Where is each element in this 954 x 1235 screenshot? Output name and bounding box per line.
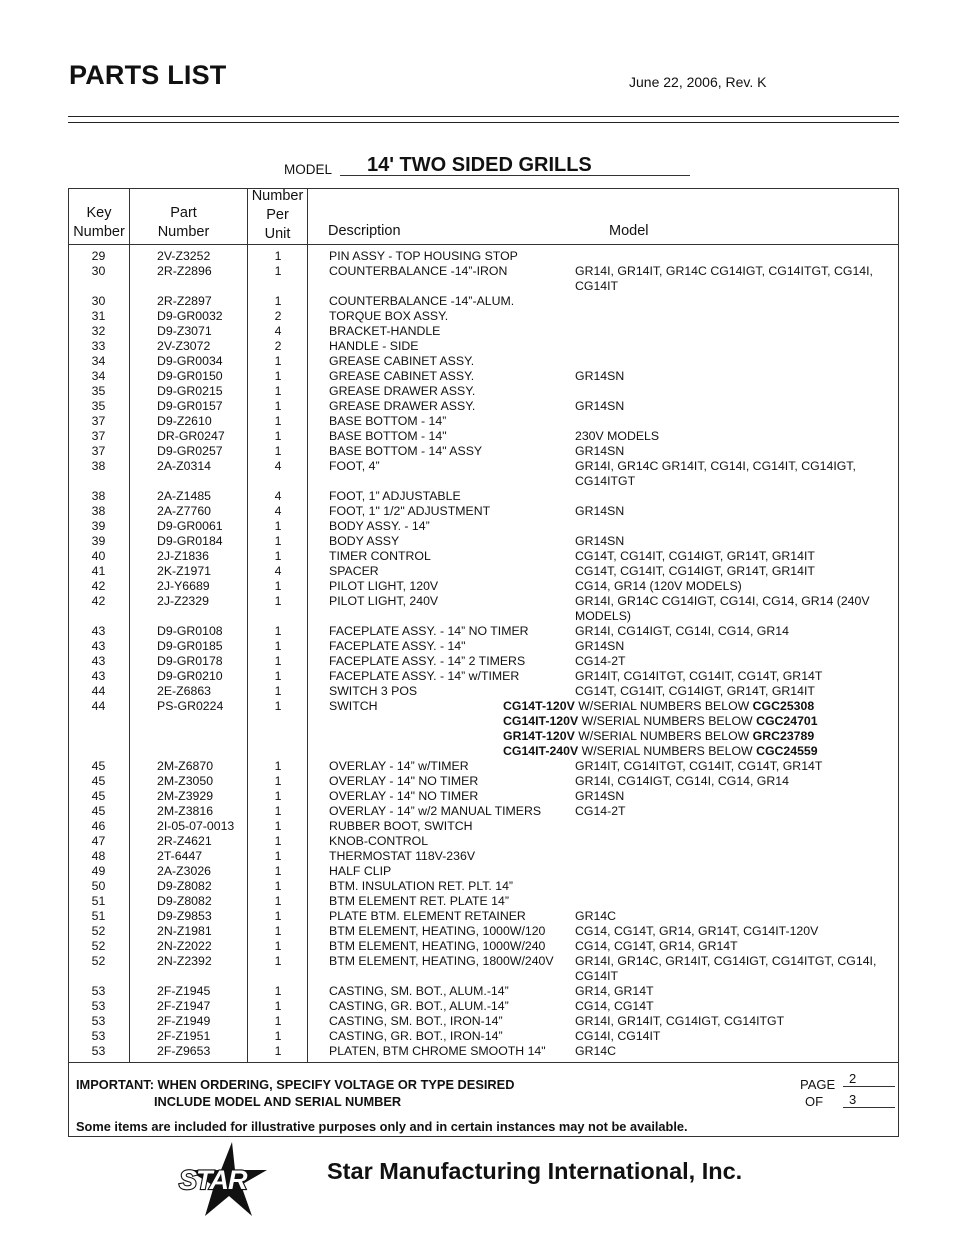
header-key-number: Key Number [73,205,125,240]
table-row [68,249,899,264]
quantity: 1 [274,579,282,593]
description: BTM ELEMENT, HEATING, 1000W/240 [329,939,546,953]
part-number: D9-GR0185 [157,639,223,653]
key-number: 52 [91,939,106,953]
important-notice: IMPORTANT: WHEN ORDERING, SPECIFY VOLTAGE OR TYPE DESIRED [76,1077,515,1092]
part-number: 2E-Z6863 [157,684,212,698]
part-number: 2A-Z1485 [157,489,212,503]
key-number: 51 [91,909,106,923]
part-number: D9-GR0210 [157,669,223,683]
model-list: CG14, GR14 (120V MODELS) [575,579,742,593]
key-number: 45 [91,804,106,818]
table-row [68,834,899,849]
table-row [68,879,899,894]
table-row [68,909,899,924]
table-row [68,699,899,714]
description: KNOB-CONTROL [329,834,429,848]
table-row [68,639,899,654]
quantity: 1 [274,894,282,908]
quantity: 4 [274,504,282,518]
description: CASTING, GR. BOT., ALUM.-14” [329,999,509,1013]
description: FOOT, 1" 1/2" ADJUSTMENT [329,504,491,518]
key-number: 30 [91,264,106,278]
quantity: 4 [274,324,282,338]
key-number: 43 [91,624,106,638]
key-number: 37 [91,444,106,458]
table-row [68,669,899,684]
description: FACEPLATE ASSY. - 14” w/TIMER [329,669,520,683]
model-list: CG14-2T [575,804,626,818]
description: TORQUE BOX ASSY. [329,309,449,323]
part-number: D9-Z8082 [157,894,212,908]
model-name: 14' TWO SIDED GRILLS [367,154,592,176]
quantity: 1 [274,759,282,773]
description: GREASE CABINET ASSY. [329,354,475,368]
part-number: 2T-6447 [157,849,203,863]
part-number: 2N-Z1981 [157,924,212,938]
part-number: 2J-Z2329 [157,594,209,608]
table-row [68,324,899,339]
illustrative-note: Some items are included for illustrative purposes only and in certain instances may not be available. [76,1119,688,1134]
part-number: D9-GR0215 [157,384,223,398]
description: COUNTERBALANCE -14”-IRON [329,264,508,278]
part-number: D9-Z3071 [157,324,212,338]
description: OVERLAY - 14” w/TIMER [329,759,469,773]
key-number: 32 [91,324,106,338]
quantity: 1 [274,264,282,278]
table-row [68,549,899,564]
header-model: Model [609,223,649,239]
description: BASE BOTTOM - 14" [329,429,447,443]
description: PLATE BTM. ELEMENT RETAINER [329,909,526,923]
quantity: 1 [274,819,282,833]
quantity: 1 [274,624,282,638]
part-number: D9-Z8082 [157,879,212,893]
quantity: 1 [274,699,282,713]
table-row [68,774,899,789]
key-number: 33 [91,339,106,353]
key-number: 53 [91,999,106,1013]
description: RUBBER BOOT, SWITCH [329,819,473,833]
quantity: 1 [274,909,282,923]
quantity: 1 [274,429,282,443]
quantity: 4 [274,459,282,473]
part-number: 2V-Z3072 [157,339,211,353]
part-number: 2A-Z3026 [157,864,212,878]
description: FOOT, 4” [329,459,380,473]
key-number: 52 [91,924,106,938]
table-row [68,939,899,954]
key-number: 51 [91,894,106,908]
quantity: 1 [274,804,282,818]
table-row [68,684,899,699]
quantity: 1 [274,399,282,413]
model-list: CG14T, CG14IT, CG14IGT, GR14T, GR14IT [575,684,815,698]
table-row [68,309,899,324]
key-number: 41 [91,564,106,578]
part-number: 2M-Z3816 [157,804,214,818]
part-number: D9-GR0178 [157,654,223,668]
description: PIN ASSY - TOP HOUSING STOP [329,249,518,263]
revision-date: June 22, 2006, Rev. K [629,74,767,90]
table-row [68,414,899,429]
part-number: 2M-Z3050 [157,774,214,788]
quantity: 1 [274,549,282,563]
description: FACEPLATE ASSY. - 14” NO TIMER [329,624,529,638]
key-number: 42 [91,594,106,608]
page-label: PAGE [800,1077,836,1092]
part-number: D9-GR0032 [157,309,223,323]
quantity: 1 [274,444,282,458]
part-number: 2J-Y6689 [157,579,210,593]
table-row [68,369,899,384]
key-number: 42 [91,579,106,593]
key-number: 35 [91,399,106,413]
quantity: 1 [274,864,282,878]
table-row [68,759,899,774]
model-list: GR14SN [575,399,625,413]
model-list: GR14IT, CG14ITGT, CG14IT, CG14T, GR14T [575,759,823,773]
model-list: GR14IT, CG14ITGT, CG14IT, CG14T, GR14T [575,669,823,683]
part-number: 2N-Z2022 [157,939,212,953]
quantity: 1 [274,684,282,698]
part-number: D9-GR0034 [157,354,223,368]
description: FACEPLATE ASSY. - 14” 2 TIMERS [329,654,526,668]
star-logo [175,1140,270,1218]
table-row [68,864,899,879]
description: PLATEN, BTM CHROME SMOOTH 14" [329,1044,546,1058]
model-list: GR14, GR14T [575,984,654,998]
page-total: 3 [843,1092,895,1108]
header-divider [68,244,899,245]
part-number: D9-Z9853 [157,909,212,923]
part-number: 2J-Z1836 [157,549,209,563]
part-number: 2I-05-07-0013 [157,819,235,833]
quantity: 1 [274,1044,282,1058]
part-number: 2A-Z0314 [157,459,212,473]
description: GREASE DRAWER ASSY. [329,384,476,398]
quantity: 4 [274,489,282,503]
table-row [68,459,899,489]
table-row [68,504,899,519]
header-rule [68,122,899,123]
key-number: 38 [91,504,106,518]
key-number: 53 [91,984,106,998]
model-list: GR14SN [575,444,625,458]
model-label: MODEL [284,162,333,177]
model-list: GR14I, CG14IGT, CG14I, CG14, GR14 [575,774,789,788]
part-number: PS-GR0224 [157,699,224,713]
quantity: 1 [274,414,282,428]
model-list: CG14-2T [575,654,626,668]
part-number: 2F-Z1945 [157,984,211,998]
description: HANDLE - SIDE [329,339,419,353]
quantity: 1 [274,879,282,893]
description: SWITCH [329,699,378,713]
quantity: 1 [274,639,282,653]
key-number: 46 [91,819,106,833]
table-row [68,444,899,459]
description: CASTING, SM. BOT., IRON-14” [329,1014,503,1028]
description: CASTING, SM. BOT., ALUM.-14” [329,984,509,998]
header-rule [68,116,899,117]
table-row [68,339,899,354]
description: FOOT, 1” ADJUSTABLE [329,489,461,503]
table-row [68,954,899,984]
description: BASE BOTTOM - 14” [329,414,447,428]
table-row [68,744,899,759]
quantity: 1 [274,534,282,548]
part-number: D9-GR0184 [157,534,223,548]
description: CASTING, GR. BOT., IRON-14” [329,1029,503,1043]
table-row [68,999,899,1014]
description: PILOT LIGHT, 240V [329,594,439,608]
part-number: DR-GR0247 [157,429,225,443]
model-list: GR14SN [575,504,625,518]
table-row [68,849,899,864]
key-number: 37 [91,414,106,428]
part-number: 2R-Z2896 [157,264,212,278]
quantity: 1 [274,849,282,863]
quantity: 1 [274,294,282,308]
quantity: 1 [274,924,282,938]
model-list: GR14I, GR14IT, CG14IGT, CG14ITGT [575,1014,785,1028]
parts-table-body [68,249,899,1059]
model-list: CG14T, CG14IT, CG14IGT, GR14T, GR14IT [575,549,815,563]
model-list: GR14I, GR14C CG14IGT, CG14I, CG14, GR14 (240V MODELS) [575,594,870,623]
part-number: D9-GR0061 [157,519,223,533]
quantity: 1 [274,594,282,608]
part-number: 2K-Z1971 [157,564,212,578]
part-number: 2F-Z9653 [157,1044,211,1058]
page-number: 2 [843,1071,895,1087]
part-number: 2F-Z1951 [157,1029,211,1043]
description: SPACER [329,564,379,578]
description: BTM ELEMENT, HEATING, 1000W/120 [329,924,546,938]
part-number: 2F-Z1949 [157,1014,211,1028]
key-number: 39 [91,519,106,533]
model-list: CG14, CG14T [575,999,654,1013]
quantity: 1 [274,1029,282,1043]
quantity: 1 [274,774,282,788]
quantity: 1 [274,834,282,848]
table-row [68,534,899,549]
model-list: GR14SN [575,369,625,383]
table-row [68,384,899,399]
key-number: 43 [91,639,106,653]
key-number: 48 [91,849,106,863]
table-row [68,1014,899,1029]
table-row [68,429,899,444]
key-number: 31 [91,309,106,323]
model-list: GR14I, GR14IT, GR14C CG14IGT, CG14ITGT, CG14I, CG14IT [575,264,873,293]
part-number: 2M-Z6870 [157,759,214,773]
quantity: 1 [274,354,282,368]
key-number: 39 [91,534,106,548]
description: GREASE CABINET ASSY. [329,369,475,383]
description: COUNTERBALANCE -14”-ALUM. [329,294,515,308]
model-list: GR14SN [575,639,625,653]
model-list: GR14I, GR14C GR14IT, CG14I, CG14IT, CG14IGT, CG14ITGT [575,459,856,488]
key-number: 35 [91,384,106,398]
description: OVERLAY - 14” w/2 MANUAL TIMERS [329,804,542,818]
key-number: 43 [91,669,106,683]
header-number-per-unit: Number Per Unit [251,188,304,242]
model-list: CG14, CG14T, GR14, GR14T [575,939,738,953]
model-list: GR14C [575,1044,617,1058]
model-list: GR14I, CG14IGT, CG14I, CG14, GR14 [575,624,789,638]
table-row [68,579,899,594]
description: BTM ELEMENT, HEATING, 1800W/240V [329,954,554,968]
description: BASE BOTTOM - 14" ASSY [329,444,483,458]
part-number: 2F-Z1947 [157,999,211,1013]
switch-serial-note: CG14IT-240V W/SERIAL NUMBERS BELOW CGC24559 [503,744,818,758]
table-row [68,264,899,294]
quantity: 1 [274,939,282,953]
quantity: 1 [274,519,282,533]
description: BTM ELEMENT RET. PLATE 14” [329,894,509,908]
header-part-number: Part Number [157,205,210,240]
description: BRACKET-HANDLE [329,324,441,338]
logo-text: STAR [179,1165,247,1195]
part-number: D9-GR0108 [157,624,223,638]
table-row [68,789,899,804]
quantity: 1 [274,384,282,398]
table-row [68,564,899,579]
key-number: 45 [91,789,106,803]
table-row [68,1029,899,1044]
quantity: 2 [274,339,282,353]
key-number: 44 [91,684,106,698]
page-title: PARTS LIST [69,60,227,90]
footer-divider [68,1062,899,1063]
description: FACEPLATE ASSY. - 14" [329,639,466,653]
part-number: 2M-Z3929 [157,789,214,803]
key-number: 34 [91,369,106,383]
key-number: 29 [91,249,106,263]
part-number: D9-GR0150 [157,369,223,383]
table-row [68,804,899,819]
description: BTM. INSULATION RET. PLT. 14” [329,879,514,893]
description: BODY ASSY. - 14” [329,519,430,533]
switch-serial-note: CG14IT-120V W/SERIAL NUMBERS BELOW CGC24701 [503,714,818,728]
table-row [68,714,899,729]
table-row [68,819,899,834]
header-description: Description [328,223,401,239]
table-row [68,654,899,669]
model-list: 230V MODELS [575,429,660,443]
table-row [68,489,899,504]
model-list: GR14SN [575,534,625,548]
key-number: 38 [91,489,106,503]
table-row [68,519,899,534]
key-number: 34 [91,354,106,368]
model-list: CG14T, CG14IT, CG14IGT, GR14T, GR14IT [575,564,815,578]
quantity: 1 [274,954,282,968]
quantity: 4 [274,564,282,578]
model-list: GR14SN [575,789,625,803]
switch-serial-note: CG14T-120V W/SERIAL NUMBERS BELOW CGC25308 [503,699,815,713]
model-list: GR14I, GR14C, GR14IT, CG14IGT, CG14ITGT, CG14I, CG14IT [575,954,877,983]
description: TIMER CONTROL [329,549,431,563]
table-row [68,399,899,414]
table-row [68,924,899,939]
quantity: 1 [274,789,282,803]
company-name: Star Manufacturing International, Inc. [327,1158,743,1184]
description: GREASE DRAWER ASSY. [329,399,476,413]
table-row [68,894,899,909]
key-number: 45 [91,774,106,788]
table-row [68,354,899,369]
quantity: 1 [274,984,282,998]
part-number: 2R-Z4621 [157,834,212,848]
part-number: D9-Z2610 [157,414,212,428]
quantity: 1 [274,654,282,668]
key-number: 37 [91,429,106,443]
key-number: 45 [91,759,106,773]
quantity: 2 [274,309,282,323]
quantity: 1 [274,1014,282,1028]
important-notice-line2: INCLUDE MODEL AND SERIAL NUMBER [154,1094,402,1109]
quantity: 1 [274,369,282,383]
table-row [68,624,899,639]
description: OVERLAY - 14" NO TIMER [329,774,479,788]
part-number: D9-GR0157 [157,399,223,413]
key-number: 47 [91,834,106,848]
description: THERMOSTAT 118V-236V [329,849,476,863]
switch-serial-note: GR14T-120V W/SERIAL NUMBERS BELOW GRC23789 [503,729,815,743]
key-number: 43 [91,654,106,668]
key-number: 53 [91,1044,106,1058]
key-number: 49 [91,864,106,878]
key-number: 40 [91,549,106,563]
of-label: OF [805,1094,824,1109]
quantity: 1 [274,669,282,683]
quantity: 1 [274,249,282,263]
model-list: CG14I, CG14IT [575,1029,661,1043]
table-row [68,294,899,309]
part-number: 2N-Z2392 [157,954,212,968]
table-row [68,1044,899,1059]
part-number: D9-GR0257 [157,444,223,458]
key-number: 38 [91,459,106,473]
part-number: 2R-Z2897 [157,294,212,308]
model-list: GR14C [575,909,617,923]
key-number: 44 [91,699,106,713]
description: BODY ASSY [329,534,400,548]
part-number: 2A-Z7760 [157,504,212,518]
table-row [68,729,899,744]
key-number: 52 [91,954,106,968]
description: OVERLAY - 14" NO TIMER [329,789,479,803]
part-number: 2V-Z3252 [157,249,211,263]
description: PILOT LIGHT, 120V [329,579,439,593]
description: SWITCH 3 POS [329,684,418,698]
key-number: 30 [91,294,106,308]
key-number: 50 [91,879,106,893]
key-number: 53 [91,1014,106,1028]
table-row [68,984,899,999]
description: HALF CLIP [329,864,392,878]
quantity: 1 [274,999,282,1013]
model-list: CG14, CG14T, GR14, GR14T, CG14IT-120V [575,924,819,938]
table-row [68,594,899,624]
key-number: 53 [91,1029,106,1043]
